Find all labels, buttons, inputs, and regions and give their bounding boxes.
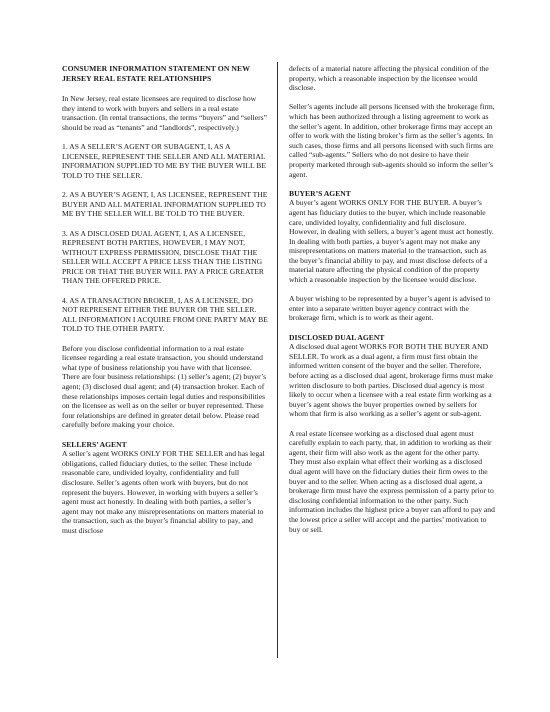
sellers-agent-continued: defects of a material nature affecting the physical condition of the property, which a reasonable inspection by the licensee would disclose. bbox=[289, 64, 489, 93]
dual-agent-explanation-paragraph: A real estate licensee working as a disclosed dual agent must carefully explain to each party, that, in addition to working as their agent, their firm will also work as the agent for the other party. They must also explain what effect their working as a disclosed dual agent will have on the fiduciary duties their firm owes to the buyer and to the seller. When acting as a disclosed dual agent, a brokerage firm must have the express permission of a party prior to disclosing confidential information to the other party. Such information includes the highest price a buyer can afford to pay and the lowest price a seller will accept and the parties’ motivation to buy or sell. bbox=[289, 428, 495, 534]
buyers-agent-paragraph: A buyer’s agent WORKS ONLY FOR THE BUYER. A buyer’s agent has fiduciary duties to the buyer, which include reasonable care, undivided loyalty, confidentiality and full disclosure. However, in dealing with sellers, a buyer’s agent must act honestly. In dealing with both parties, a buyer’s agent may not make any misrepresentations on matters material to the transaction, such as the buyer’s financial ability to pay, and must disclose defects of a material nature affecting the physical condition of the property which a reasonable inspection by the licensee would disclose. bbox=[289, 198, 494, 285]
statement-dual-agent: 3. AS A DISCLOSED DUAL AGENT, I, AS A LICENSEE, REPRESENT BOTH PARTIES, HOWEVER, I MAY NOT, WITHOUT EXPRESS PERMISSION, DISCLOSE THAT THE SELLER WILL ACCEPT A PRICE LESS THAN THE LISTING PRICE OR THAT THE BUYER WILL PAY A PRICE GREATER THAN THE OFFERED PRICE. bbox=[62, 228, 265, 286]
subagents-paragraph: Seller’s agents include all persons licensed with the brokerage firm, which has been authorized through a listing agreement to work as the seller’s agent. In addition, other brokerage firms may accept an offer to work with the listing broker’s firm as the seller’s agents. In such cases, those firms and all persons licensed with such firms are called “sub-agents.” Sellers who do not desire to have their property marketed through sub-agents should so inform the seller’s agent. bbox=[289, 102, 495, 179]
sellers-agent-heading: SELLERS’ AGENT bbox=[62, 439, 127, 449]
document-title: CONSUMER INFORMATION STATEMENT ON NEW JERSEY REAL ESTATE RELATIONSHIPS bbox=[62, 64, 250, 83]
dual-agent-heading: DISCLOSED DUAL AGENT bbox=[289, 332, 385, 342]
dual-agent-paragraph: A disclosed dual agent WORKS FOR BOTH THE BUYER AND SELLER. To work as a dual agent, a firm must first obtain the informed written consent of the buyer and the seller. Therefore, before acting as a disclosed dual agent, brokerage firms must make written disclosure to both parties. Disclosed dual agency is most likely to occur when a licensee with a real estate firm working as a buyer’s agent shows the buyer properties owned by sellers for whom that firm is also working as a seller’s agent or sub-agent. bbox=[289, 342, 493, 419]
sellers-agent-paragraph: A seller’s agent WORKS ONLY FOR THE SELLER and has legal obligations, called fiduciary duties, to the seller. These include reasonable care, undivided loyalty, confidentiality and full disclosure. Seller’s agents often work with buyers, but do not represent the buyers. However, in working with buyers a seller’s agent must act honestly. In dealing with both parties, a seller’s agent may not make any misrepresentations on matters material to the transaction, such as the buyer’s financial ability to pay, and must disclose bbox=[62, 449, 265, 535]
column-divider bbox=[277, 62, 278, 658]
statement-sellers-agent: 1. AS A SELLER’S AGENT OR SUBAGENT, I, AS A LICENSEE, REPRESENT THE SELLER AND ALL MATERIAL INFORMATION SUPPLIED TO ME BY THE BUYER WILL BE TOLD TO THE SELLER. bbox=[62, 142, 267, 180]
statement-buyers-agent: 2. AS A BUYER’S AGENT, I, AS LICENSEE, REPRESENT THE BUYER AND ALL MATERIAL INFORMATION SUPPLIED TO ME BY THE SELLER WILL BE TOLD TO THE BUYER. bbox=[62, 190, 268, 219]
right-column bbox=[289, 64, 495, 544]
buyer-agency-contract-paragraph: A buyer wishing to be represented by a buyer’s agent is advised to enter into a separate written buyer agency contract with the brokerage firm, which is to work as their agent. bbox=[289, 294, 491, 323]
left-column bbox=[62, 64, 268, 536]
intro-paragraph: In New Jersey, real estate licensees are required to disclose how they intend to work with buyers and sellers in a real estate transaction. (In rental transactions, the terms “buyers” and “sellers” should be read as “tenants” and “landlords”, respectively.) bbox=[62, 94, 267, 132]
statement-transaction-broker: 4. AS A TRANSACTION BROKER, I, AS A LICENSEE, DO NOT REPRESENT EITHER THE BUYER OR THE SELLER. ALL INFORMATION I ACQUIRE FROM ONE PARTY MAY BE TOLD TO THE OTHER PARTY. bbox=[62, 295, 268, 334]
buyers-agent-heading: BUYER’S AGENT bbox=[289, 188, 351, 198]
before-disclosure-paragraph: Before you disclose confidential information to a real estate licensee regarding a real estate transaction, you should understand what type of business relationship you have with that licensee. There are four business relationships: (1) seller’s agent; (2) buyer’s agent; (3) disclosed dual agent; and (4) transaction broker. Each of these relationships imposes certain legal duties and responsibilities on the licensee as well as on the seller or buyer represented. These four relationships are defined in greater detail below. Please read carefully before making your choice. bbox=[62, 343, 267, 430]
